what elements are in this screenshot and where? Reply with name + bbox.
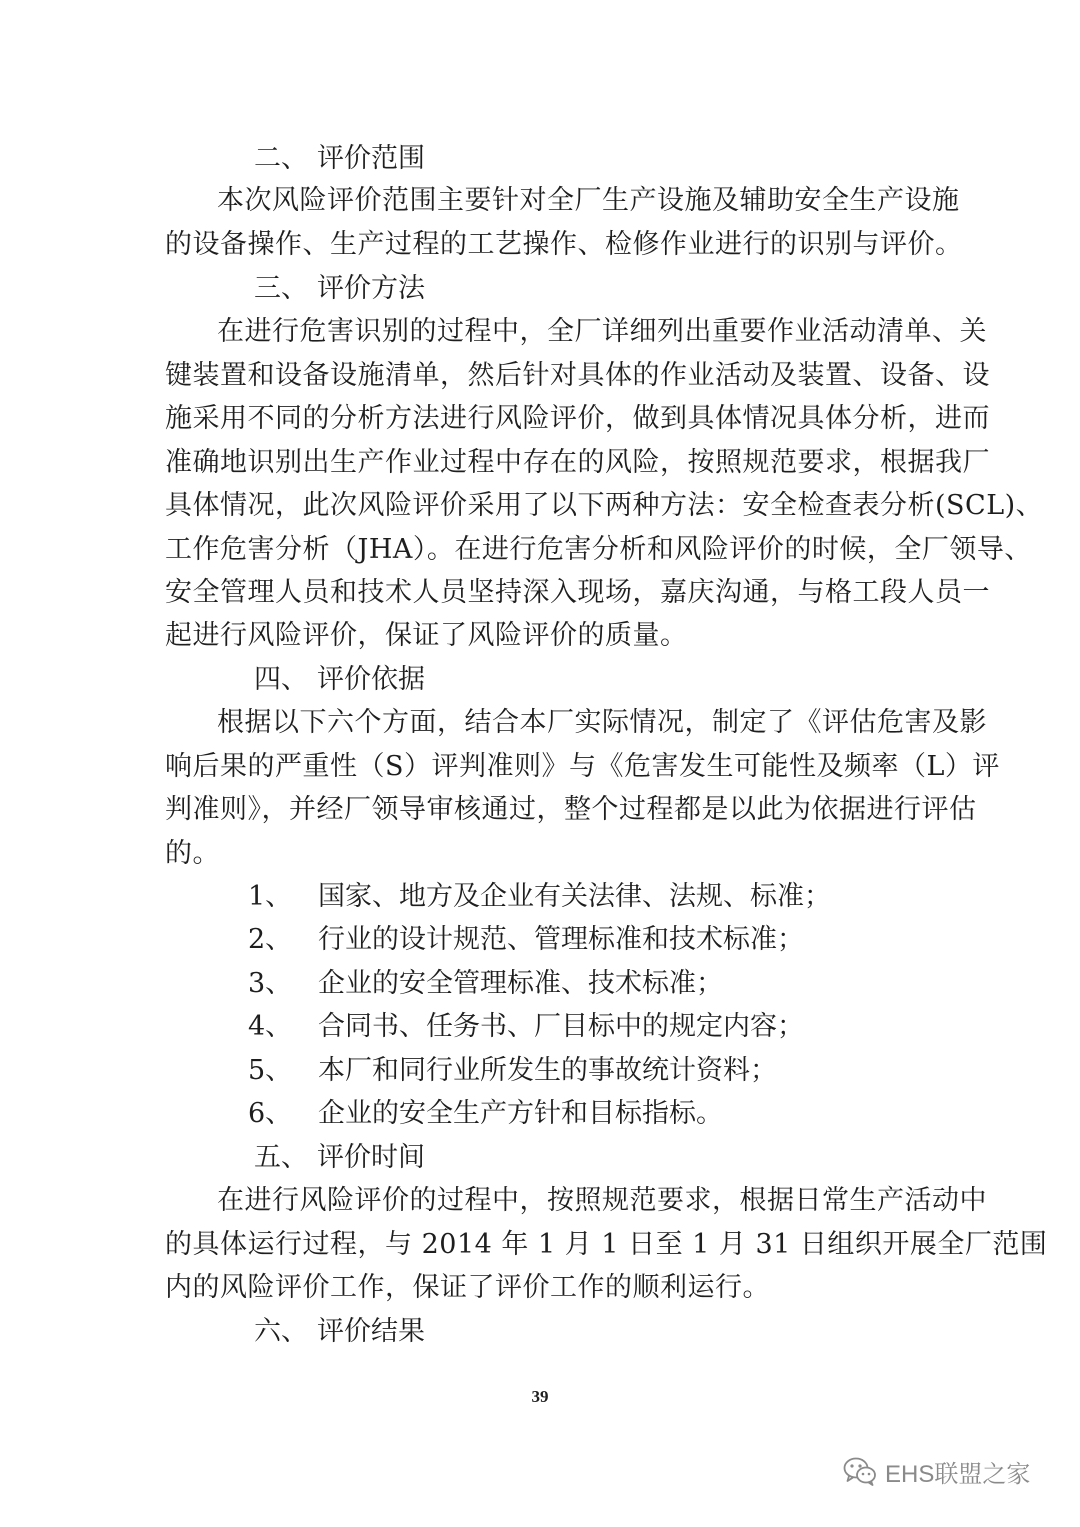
page-number: 39	[531, 1387, 549, 1406]
section-title: 评价依据	[317, 664, 425, 695]
wechat-icon	[843, 1456, 877, 1486]
list-item-number: 4、	[248, 1011, 293, 1042]
section-title: 评价时间	[317, 1142, 425, 1173]
paragraph-line: 的具体运行过程，与 2014 年 1 月 1 日至 1 月 31 日组织开展全厂范围	[165, 1229, 1048, 1260]
section-number: 六、	[254, 1316, 308, 1347]
paragraph-line: 准确地识别出生产作业过程中存在的风险，按照规范要求，根据我厂	[165, 447, 990, 478]
section-number: 二、	[254, 143, 308, 174]
list-item-number: 1、	[248, 881, 293, 912]
section-title: 评价方法	[317, 273, 425, 304]
list-item-text: 合同书、任务书、厂目标中的规定内容；	[318, 1011, 804, 1042]
list-item-number: 2、	[248, 924, 293, 955]
list-item-text: 本厂和同行业所发生的事故统计资料；	[318, 1055, 777, 1086]
paragraph-line: 在进行风险评价的过程中，按照规范要求，根据日常生产活动中	[217, 1185, 987, 1216]
paragraph-line: 具体情况，此次风险评价采用了以下两种方法：安全检查表分析(SCL)、	[165, 490, 1044, 521]
list-item-text: 国家、地方及企业有关法律、法规、标准；	[318, 881, 831, 912]
paragraph-line: 起进行风险评价，保证了风险评价的质量。	[165, 620, 688, 651]
watermark-text: EHS联盟之家	[885, 1460, 1031, 1488]
paragraph-line: 的设备操作、生产过程的工艺操作、检修作业进行的识别与评价。	[165, 229, 963, 260]
section-title: 评价范围	[317, 143, 425, 174]
section-number: 三、	[254, 273, 308, 304]
paragraph-line: 判准则》，并经厂领导审核通过，整个过程都是以此为依据进行评估	[165, 794, 977, 825]
list-item-number: 5、	[248, 1055, 293, 1086]
list-item-number: 3、	[248, 968, 293, 999]
list-item-text: 企业的安全管理标准、技术标准；	[318, 968, 723, 999]
list-item-text: 行业的设计规范、管理标准和技术标准；	[318, 924, 804, 955]
section-number: 四、	[254, 664, 308, 695]
watermark	[843, 1454, 1030, 1488]
paragraph-line: 本次风险评价范围主要针对全厂生产设施及辅助安全生产设施	[217, 185, 960, 216]
paragraph-line: 根据以下六个方面，结合本厂实际情况，制定了《评估危害及影	[217, 707, 987, 738]
paragraph-line: 施采用不同的分析方法进行风险评价，做到具体情况具体分析，进而	[165, 403, 990, 434]
paragraph-line: 的。	[165, 838, 220, 869]
paragraph-line: 工作危害分析（JHA）。在进行危害分析和风险评价的时候，全厂领导、	[165, 534, 1032, 565]
list-item-text: 企业的安全生产方针和目标指标。	[318, 1098, 723, 1129]
paragraph-line: 安全管理人员和技术人员坚持深入现场，嘉庆沟通，与格工段人员一	[165, 577, 990, 608]
paragraph-line: 键装置和设备设施清单，然后针对具体的作业活动及装置、设备、设	[165, 360, 990, 391]
paragraph-line: 响后果的严重性（S）评判准则》与《危害发生可能性及频率（L）评	[165, 751, 1000, 782]
section-title: 评价结果	[317, 1316, 425, 1347]
paragraph-line: 在进行危害识别的过程中，全厂详细列出重要作业活动清单、关	[217, 316, 987, 347]
list-item-number: 6、	[248, 1098, 293, 1129]
section-number: 五、	[254, 1142, 308, 1173]
paragraph-line: 内的风险评价工作，保证了评价工作的顺利运行。	[165, 1272, 770, 1303]
